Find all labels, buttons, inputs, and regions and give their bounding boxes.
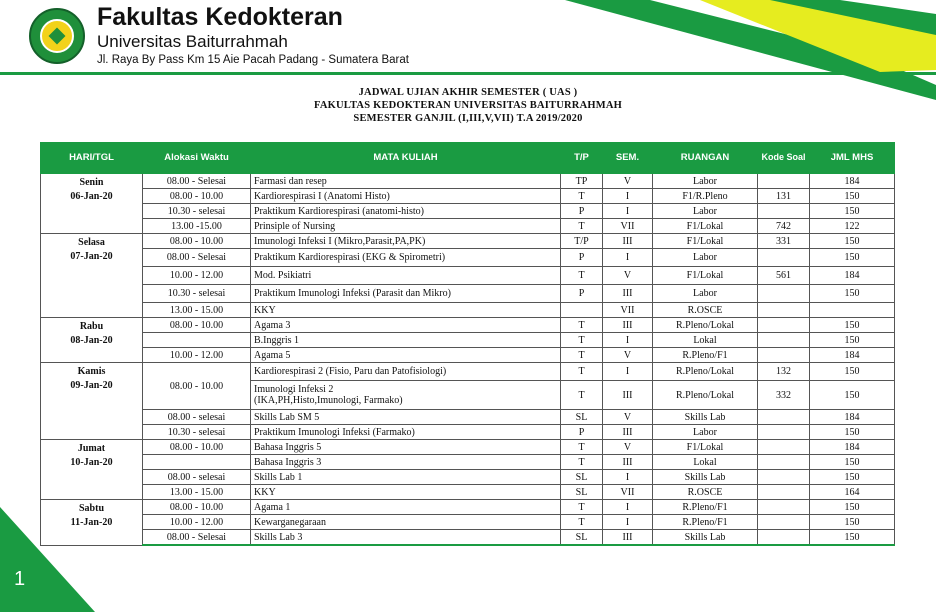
tp-cell: T [561,440,603,455]
time-cell [143,333,251,348]
tp-cell: SL [561,410,603,425]
kode-cell [758,204,810,219]
kode-cell: 132 [758,363,810,381]
university-name: Universitas Baiturrahmah [97,32,288,51]
course-cell: Mod. Psikiatri [251,267,561,285]
sem-cell: I [603,249,653,267]
tp-cell: TP [561,173,603,189]
sem-cell: V [603,173,653,189]
kode-cell: 561 [758,267,810,285]
table-row [41,249,895,267]
course-cell: Agama 3 [251,318,561,333]
tp-cell: T [561,348,603,363]
table-row [41,173,895,189]
day-cell-selasa: Selasa 07-Jan-20 [41,234,143,318]
course-cell: KKY [251,303,561,318]
jml-cell: 122 [810,219,895,234]
university-address: Jl. Raya By Pass Km 15 Aie Pacah Padang - Sumatera Barat [97,54,409,66]
kode-cell [758,285,810,303]
sem-cell: VII [603,485,653,500]
course-cell: Agama 1 [251,500,561,515]
jml-cell [810,303,895,318]
jml-cell: 150 [810,189,895,204]
room-cell: Labor [653,425,758,440]
tp-cell: T [561,381,603,410]
kode-cell [758,500,810,515]
time-cell: 08.00 - 10.00 [143,234,251,249]
sem-cell: I [603,500,653,515]
time-cell: 10.30 - selesai [143,204,251,219]
jml-cell: 150 [810,249,895,267]
jml-cell: 150 [810,234,895,249]
course-cell: Kewarganegaraan [251,515,561,530]
page-header [0,0,936,72]
table-row [41,515,895,530]
kode-cell [758,485,810,500]
corner-decoration [0,507,95,612]
course-cell: Kardiorespirasi 2 (Fisio, Paru dan Patofisiologi) [251,363,561,381]
kode-cell [758,318,810,333]
kode-cell [758,333,810,348]
sem-cell: III [603,285,653,303]
jml-cell: 150 [810,204,895,219]
course-cell: Praktikum Imunologi Infeksi (Farmako) [251,425,561,440]
tp-cell: T [561,189,603,204]
tp-cell: T [561,515,603,530]
tp-cell: P [561,249,603,267]
room-cell: R.Pleno/F1 [653,515,758,530]
kode-cell [758,455,810,470]
tp-cell: T/P [561,234,603,249]
room-cell: Skills Lab [653,410,758,425]
room-cell: R.Pleno/Lokal [653,381,758,410]
tp-cell: T [561,500,603,515]
jml-cell: 184 [810,440,895,455]
table-row [41,204,895,219]
exam-schedule-table [40,142,895,546]
kode-cell: 742 [758,219,810,234]
jml-cell: 150 [810,381,895,410]
jml-cell: 150 [810,500,895,515]
day-cell-senin: Senin 06-Jan-20 [41,173,143,234]
room-cell: Labor [653,173,758,189]
table-row [41,285,895,303]
table-row [41,189,895,204]
jml-cell: 150 [810,530,895,546]
table-row [41,440,895,455]
table-row [41,470,895,485]
day-cell-sabtu: Sabtu 11-Jan-20 [41,500,143,546]
course-cell: Praktikum Imunologi Infeksi (Parasit dan Mikro) [251,285,561,303]
university-logo [29,8,85,64]
day-cell-kamis: Kamis 09-Jan-20 [41,363,143,440]
jml-cell: 150 [810,470,895,485]
header-tp: T/P [561,143,603,174]
doc-title-line1: JADWAL UJIAN AKHIR SEMESTER ( UAS ) [358,87,578,98]
kode-cell [758,530,810,546]
kode-cell [758,173,810,189]
room-cell: F1/Lokal [653,219,758,234]
room-cell: Skills Lab [653,470,758,485]
room-cell: Labor [653,204,758,219]
room-cell: R.Pleno/Lokal [653,318,758,333]
jml-cell: 184 [810,173,895,189]
table-row [41,530,895,546]
doc-title-line2: FAKULTAS KEDOKTERAN UNIVERSITAS BAITURRAHMAH [314,100,622,111]
room-cell: R.Pleno/Lokal [653,363,758,381]
time-cell: 10.30 - selesai [143,425,251,440]
room-cell: F1/R.Pleno [653,189,758,204]
course-cell: Skills Lab SM 5 [251,410,561,425]
kode-cell [758,410,810,425]
faculty-title: Fakultas Kedokteran [97,3,343,31]
sem-cell: III [603,381,653,410]
tp-cell: SL [561,485,603,500]
room-cell: R.Pleno/F1 [653,500,758,515]
jml-cell: 150 [810,455,895,470]
time-cell: 08.00 - 10.00 [143,189,251,204]
tp-cell: SL [561,470,603,485]
header-kode-soal: Kode Soal [758,143,810,174]
table-row [41,410,895,425]
jml-cell: 164 [810,485,895,500]
tp-cell: P [561,204,603,219]
jml-cell: 150 [810,318,895,333]
kode-cell: 331 [758,234,810,249]
kode-cell [758,515,810,530]
table-row [41,425,895,440]
course-cell: Imunologi Infeksi I (Mikro,Parasit,PA,PK) [251,234,561,249]
header-course: MATA KULIAH [251,143,561,174]
jml-cell: 184 [810,348,895,363]
course-cell: Skills Lab 3 [251,530,561,546]
course-cell: Bahasa Inggris 3 [251,455,561,470]
time-cell: 08.00 - 10.00 [143,440,251,455]
room-cell: R.Pleno/F1 [653,348,758,363]
course-cell: Prinsiple of Nursing [251,219,561,234]
sem-cell: I [603,363,653,381]
room-cell: F1/Lokal [653,440,758,455]
course-cell: Agama 5 [251,348,561,363]
time-cell: 10.00 - 12.00 [143,267,251,285]
room-cell: Labor [653,285,758,303]
tp-cell: T [561,318,603,333]
course-cell: Bahasa Inggris 5 [251,440,561,455]
sem-cell: I [603,470,653,485]
tp-cell: T [561,333,603,348]
kode-cell [758,440,810,455]
time-cell: 08.00 - Selesai [143,530,251,546]
header-time: Alokasi Waktu [143,143,251,174]
room-cell: Lokal [653,455,758,470]
kode-cell [758,470,810,485]
sem-cell: III [603,425,653,440]
header-room: RUANGAN [653,143,758,174]
time-cell: 08.00 - Selesai [143,173,251,189]
sem-cell: V [603,348,653,363]
course-cell: Praktikum Kardiorespirasi (anatomi-histo) [251,204,561,219]
room-cell: F1/Lokal [653,234,758,249]
sem-cell: I [603,204,653,219]
time-cell: 08.00 - Selesai [143,249,251,267]
time-cell: 13.00 - 15.00 [143,303,251,318]
tp-cell: T [561,267,603,285]
header-sem: SEM. [603,143,653,174]
tp-cell: SL [561,530,603,546]
time-cell: 08.00 - selesai [143,410,251,425]
jml-cell: 150 [810,425,895,440]
jml-cell: 184 [810,410,895,425]
jml-cell: 150 [810,363,895,381]
sem-cell: III [603,234,653,249]
page-number: 1 [14,568,26,590]
time-cell: 08.00 - 10.00 [143,363,251,410]
course-cell: Imunologi Infeksi 2 (IKA,PH,Histo,Imunologi, Farmako) [251,381,561,410]
tp-cell: T [561,363,603,381]
sem-cell: III [603,530,653,546]
sem-cell: III [603,455,653,470]
table-row [41,500,895,515]
jml-cell: 150 [810,285,895,303]
tp-cell [561,303,603,318]
course-cell: B.Inggris 1 [251,333,561,348]
time-cell: 08.00 - 10.00 [143,500,251,515]
tp-cell: P [561,285,603,303]
day-cell-rabu: Rabu 08-Jan-20 [41,318,143,363]
course-cell: KKY [251,485,561,500]
time-cell [143,455,251,470]
sem-cell: I [603,515,653,530]
time-cell: 13.00 -15.00 [143,219,251,234]
table-header-row [41,143,895,174]
course-cell: Skills Lab 1 [251,470,561,485]
jml-cell: 150 [810,333,895,348]
table-row [41,455,895,470]
day-cell-jumat: Jumat 10-Jan-20 [41,440,143,500]
table-row [41,219,895,234]
room-cell: Labor [653,249,758,267]
table-row [41,363,895,381]
table-row [41,348,895,363]
room-cell: R.OSCE [653,303,758,318]
room-cell: F1/Lokal [653,267,758,285]
kode-cell [758,425,810,440]
table-row [41,267,895,285]
header-divider [0,72,936,75]
header-jml-mhs: JML MHS [810,143,895,174]
time-cell: 08.00 - selesai [143,470,251,485]
kode-cell: 131 [758,189,810,204]
time-cell: 13.00 - 15.00 [143,485,251,500]
room-cell: R.OSCE [653,485,758,500]
course-cell: Farmasi dan resep [251,173,561,189]
sem-cell: VII [603,219,653,234]
sem-cell: I [603,189,653,204]
sem-cell: V [603,410,653,425]
table-row [41,333,895,348]
kode-cell [758,249,810,267]
header-day: HARI/TGL [41,143,143,174]
sem-cell: V [603,267,653,285]
room-cell: Skills Lab [653,530,758,546]
course-cell: Kardiorespirasi I (Anatomi Histo) [251,189,561,204]
course-cell: Praktikum Kardiorespirasi (EKG & Spirometri) [251,249,561,267]
table-row [41,234,895,249]
jml-cell: 184 [810,267,895,285]
table-row [41,485,895,500]
kode-cell [758,303,810,318]
sem-cell: III [603,318,653,333]
sem-cell: VII [603,303,653,318]
kode-cell [758,348,810,363]
sem-cell: V [603,440,653,455]
tp-cell: P [561,425,603,440]
time-cell: 10.00 - 12.00 [143,348,251,363]
kode-cell: 332 [758,381,810,410]
sem-cell: I [603,333,653,348]
time-cell: 10.30 - selesai [143,285,251,303]
tp-cell: T [561,219,603,234]
time-cell: 10.00 - 12.00 [143,515,251,530]
jml-cell: 150 [810,515,895,530]
tp-cell: T [561,455,603,470]
room-cell: Lokal [653,333,758,348]
doc-title-line3: SEMESTER GANJIL (I,III,V,VII) T.A 2019/2020 [353,113,583,124]
time-cell: 08.00 - 10.00 [143,318,251,333]
table-row [41,318,895,333]
table-row [41,303,895,318]
